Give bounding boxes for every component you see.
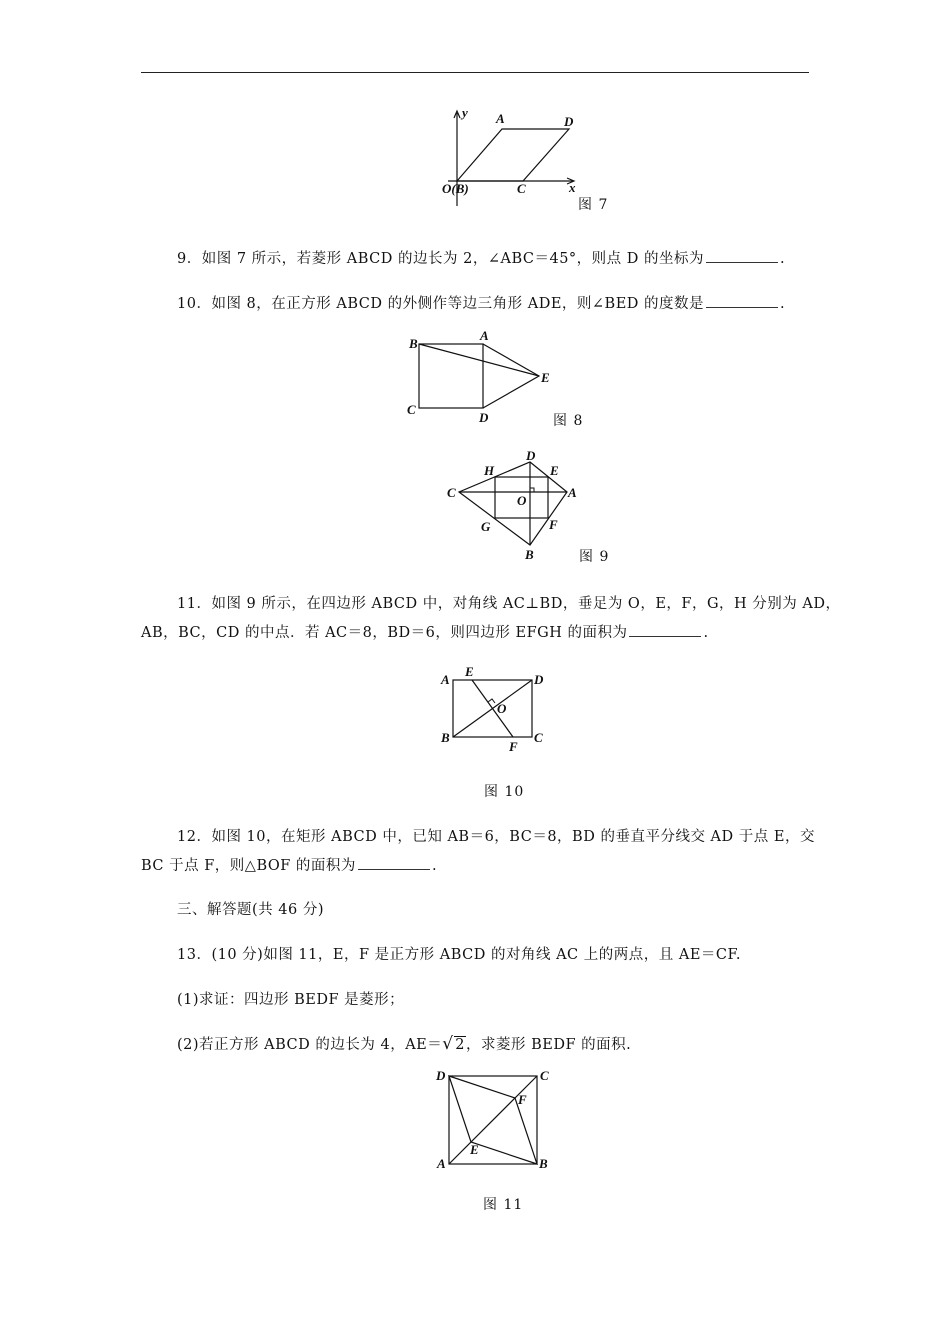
triangle-ade [483,344,539,408]
question-12-line-1: 12．如图 10，在矩形 ABCD 中，已知 AB＝6，BC＝8，BD 的垂直平分线交 AD 于点 E，交 [177,829,815,845]
label-a: A [480,328,489,343]
question-11-line-1: 11．如图 9 所示，在四边形 ABCD 中，对角线 AC⊥BD，垂足为 O，E，F，G，H 分别为 AD， [177,596,841,612]
label-e: E [465,664,474,679]
label-f: F [549,517,558,532]
square-abcd [419,344,483,408]
label-c: C [407,402,416,417]
label-o-b: O(B) [442,181,469,196]
figure-10-caption: 图 10 [484,784,525,800]
label-c: C [517,181,526,196]
label-c: C [540,1068,549,1083]
label-d: D [534,672,544,687]
label-a: A [568,485,577,500]
answer-blank [706,261,778,263]
question-13: 13．(10 分)如图 11，E，F 是正方形 ABCD 的对角线 AC 上的两点，且 AE＝CF. [177,947,741,963]
label-b: B [441,730,450,745]
figure-8-diagram [400,328,560,428]
label-a: A [437,1156,446,1171]
label-h: H [484,463,495,478]
label-e: E [550,463,559,478]
header-rule [141,72,809,73]
label-b: B [409,336,418,351]
figure-9-caption: 图 9 [579,549,610,565]
label-y: y [462,105,468,120]
label-f: F [518,1092,527,1107]
label-d: D [564,114,574,129]
question-11-line-2: AB，BC，CD 的中点．若 AC＝8，BD＝6，则四边形 EFGH 的面积为 . [141,625,709,641]
figure-7-caption: 图 7 [578,197,609,213]
section-3-heading: 三、解答题(共 46 分) [177,902,324,918]
label-d: D [479,410,489,425]
label-d: D [436,1068,446,1083]
answer-blank [629,635,701,637]
question-12-line-2: BC 于点 F，则△BOF 的面积为 . [141,858,438,874]
rhombus-abcd [457,129,569,181]
figure-11-caption: 图 11 [483,1197,524,1213]
label-o: O [497,701,507,716]
figure-9-diagram [440,447,590,562]
question-10: 10．如图 8，在正方形 ABCD 的外侧作等边三角形 ADE，则∠BED 的度数是 . [177,296,786,312]
answer-blank [358,868,430,870]
figure-11-diagram [430,1063,560,1178]
diagonal-ac [449,1076,537,1164]
question-13-part-1: (1)求证：四边形 BEDF 是菱形； [177,992,405,1008]
figure-10-diagram [436,662,551,757]
label-b: B [525,547,534,562]
label-x: x [569,180,576,195]
label-a: A [441,672,450,687]
question-13-part-2: (2)若正方形 ABCD 的边长为 4，AE＝√ 2，求菱形 BEDF 的面积. [141,1033,847,1054]
label-c: C [534,730,543,745]
figure-7-diagram [430,105,590,210]
label-g: G [481,519,491,534]
sqrt-symbol: √ 2 [442,1037,466,1053]
label-f: F [509,739,518,754]
label-e: E [470,1142,479,1157]
label-o: O [517,493,527,508]
segment-ef [472,680,513,737]
label-a: A [496,111,505,126]
label-d: D [526,448,536,463]
label-c: C [447,485,456,500]
question-9: 9．如图 7 所示，若菱形 ABCD 的边长为 2，∠ABC＝45°，则点 D 的坐标为 . [177,251,786,267]
answer-blank [706,306,778,308]
label-b: B [539,1156,548,1171]
figure-8-caption: 图 8 [553,413,584,429]
label-e: E [541,370,550,385]
